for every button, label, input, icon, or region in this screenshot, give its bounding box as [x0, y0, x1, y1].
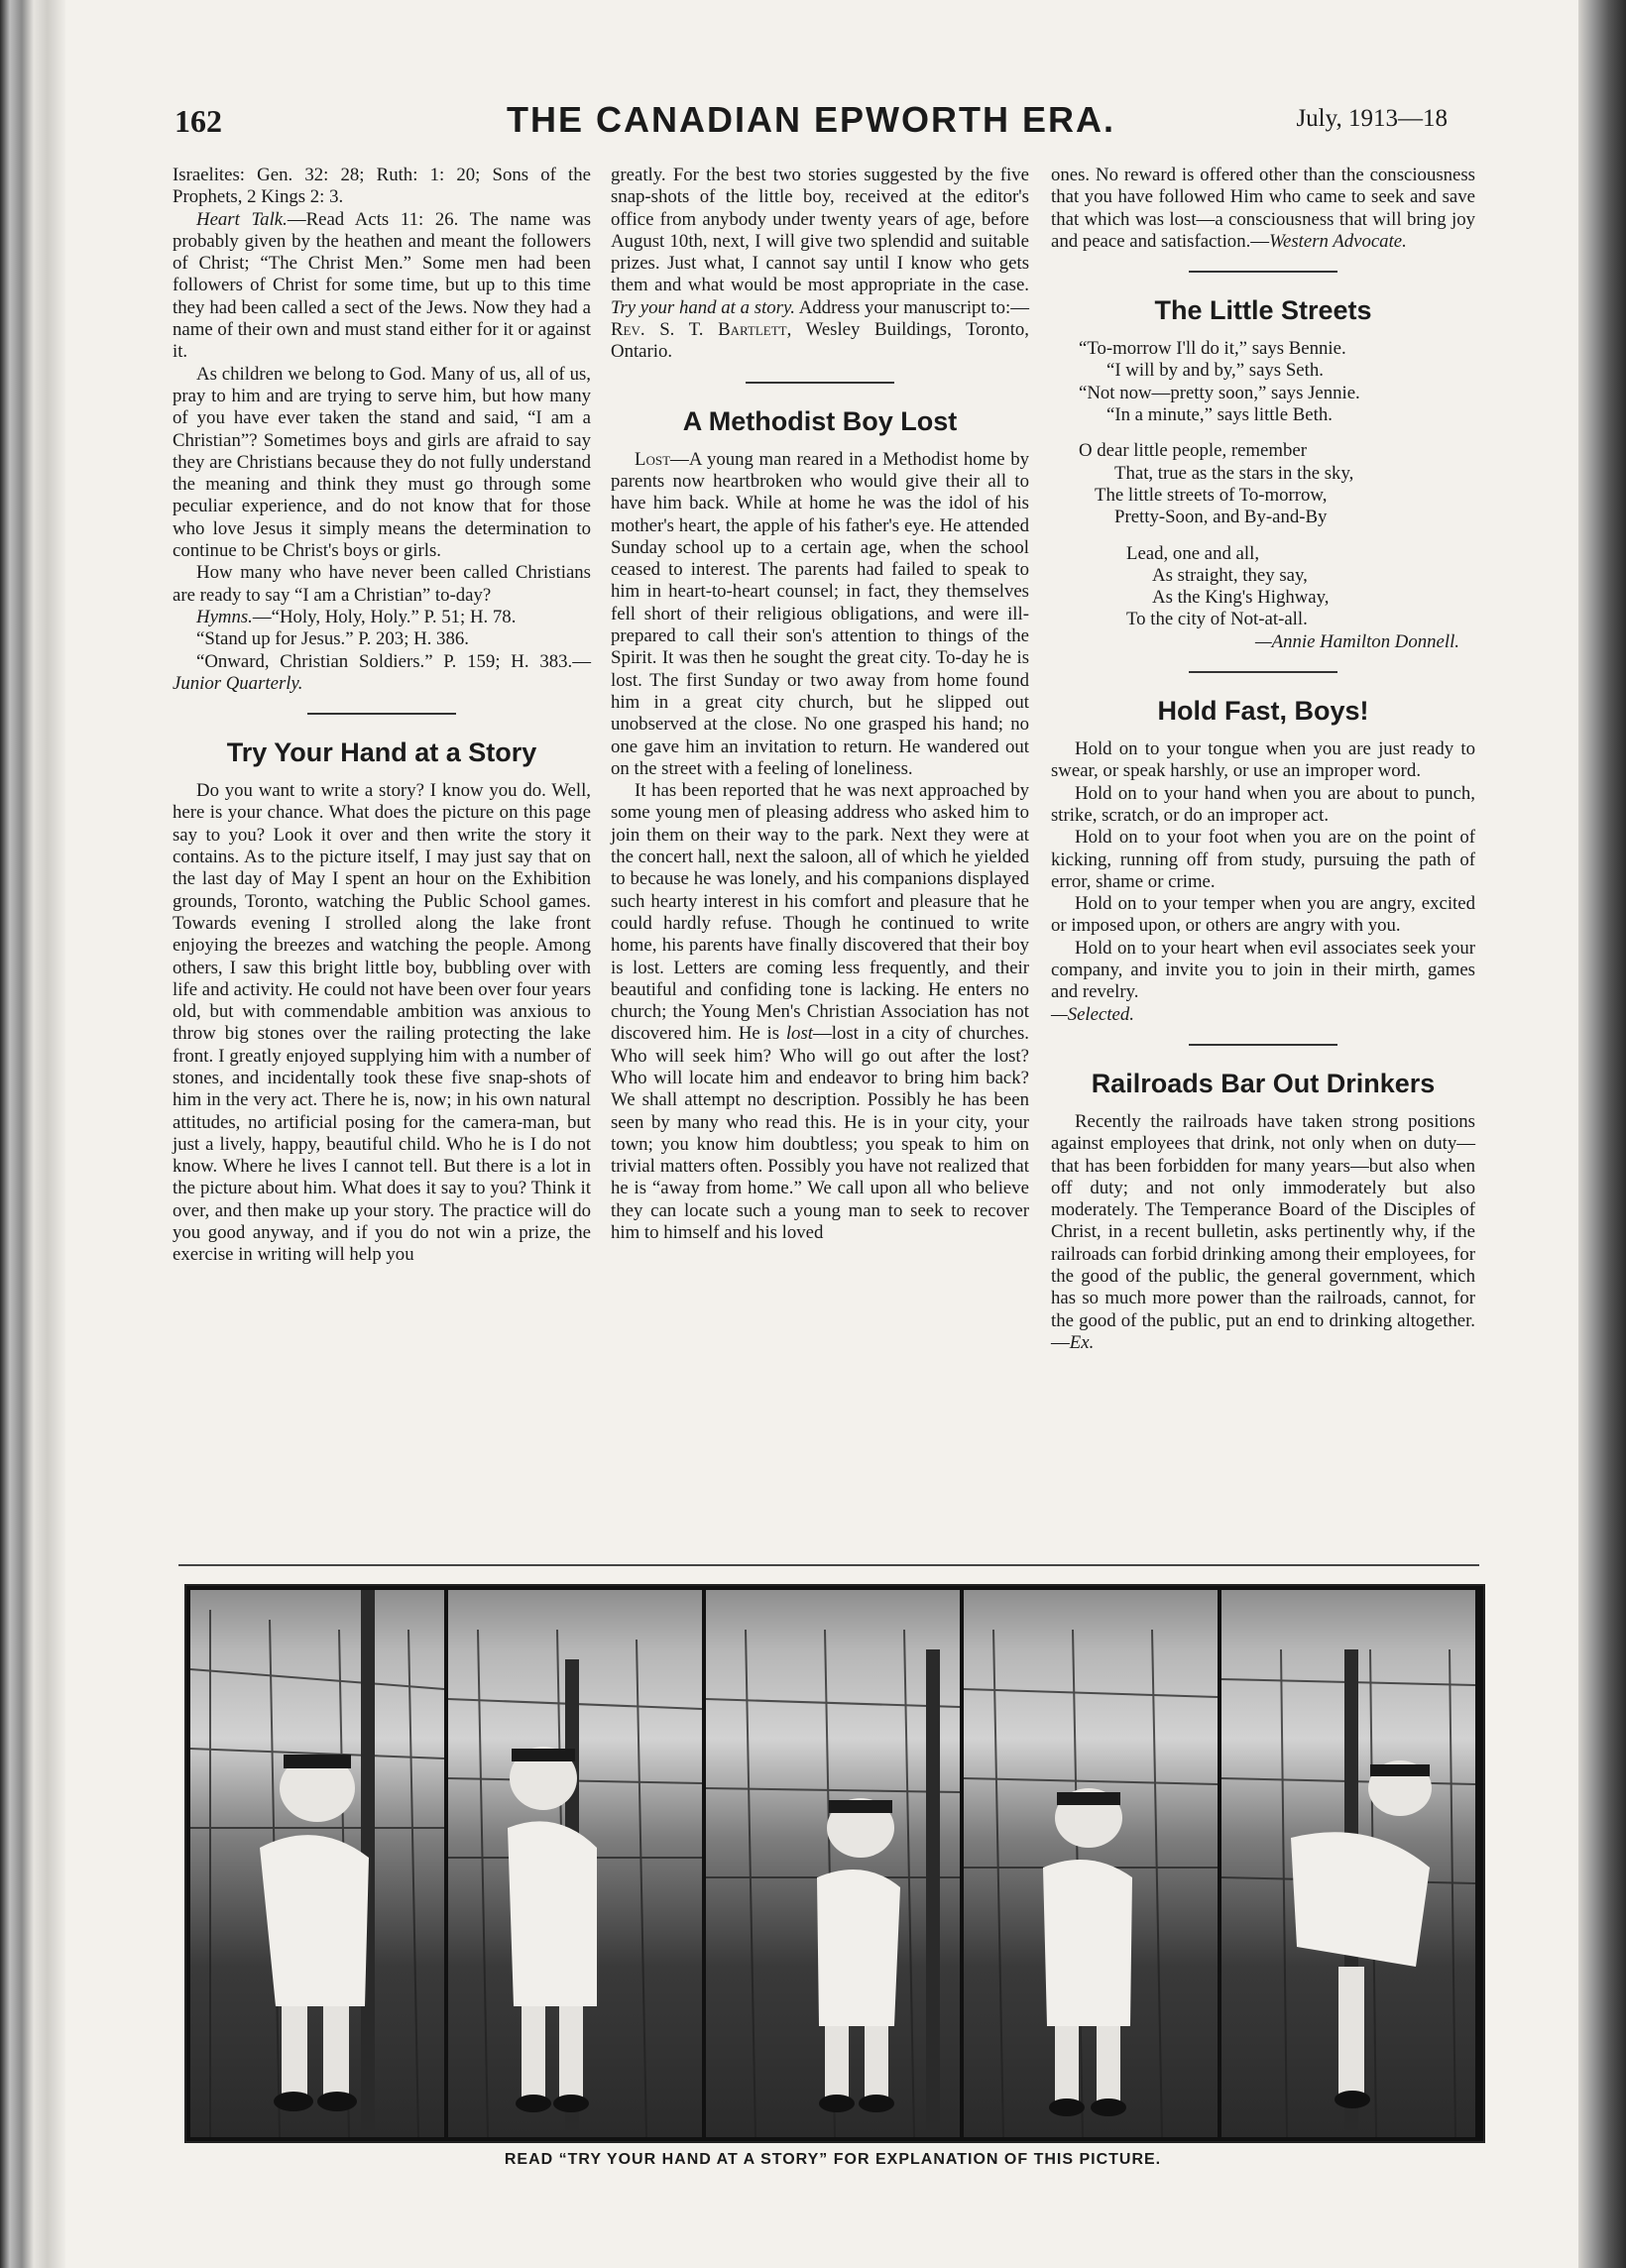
rail-heading: Railroads Bar Out Drinkers: [1091, 1068, 1436, 1098]
lost-cont-text: ones. No reward is offered other than the consciousness that you have followed Him who came to seek and save that which was lost—a consciousness that will bring joy and peace and satisfaction.—: [1051, 165, 1475, 252]
photo-divider: [178, 1564, 1479, 1566]
streets-heading: The Little Streets: [1154, 295, 1372, 326]
lost-source: Western Advocate.: [1269, 230, 1407, 252]
column-3: [1051, 165, 1475, 1354]
story-paragraph: Do you want to write a story? I know you do. Well, here is your chance. What does the picture on this page say to you? Look it over and then write the story it contains. As to the picture itself, I may just say that on the last day of May I spent an hour on the Exhibition grounds, Toronto, watching the Public School games. Towards evening I strolled along the lake front enjoying the breezes and watching the people. Among others, I saw this bright little boy, bubbling over with life and activity. He could not have been over four years old, but with commendable ambition was anxious to throw big stones over the railing protecting the lake front. I greatly enjoyed supplying him with a number of stones, and incidentally took these five snap-shots of him in the very act. There he is, now; in his own natural attitudes, no artificial posing for the camera-man, but just a lively, happy, beautiful child. Who he is I do not know. Where he lives I cannot tell. But there is a lot in the picture about him. What does it say to you? Think it over, and then make up your story. The practice will do you good anyway, and if you do not win a prize, the exercise in writing will help you: [173, 780, 591, 1266]
poem-line: As the King's Highway,: [1152, 587, 1330, 609]
binding-edge-left: [0, 0, 65, 2268]
christians-paragraph: How many who have never been called Christians are ready to say “I am a Christian” to-day?: [173, 562, 591, 606]
section-divider: [1189, 671, 1337, 673]
hymn-3-text: “Onward, Christian Soldiers.” P. 159; H. 383.—: [196, 650, 591, 672]
heart-talk-label: Heart Talk.: [196, 208, 288, 230]
story-cont-address: Address your manuscript to:—: [798, 296, 1029, 318]
little-streets-poem: [1051, 338, 1475, 653]
story-cont-text: greatly. For the best two stories suggested by the five snap-shots of the little boy, received at the editor's office from anybody under twenty years of age, before August 10th, next, I will give two splendid and suitable prizes. Just what, I cannot say until I know who gets them and what would be most appropriate in the case.: [611, 165, 1029, 296]
hold-heading: Hold Fast, Boys!: [1157, 696, 1369, 727]
editor-name: Rev. S. T. Bartlett,: [611, 319, 792, 341]
snapshot-2: [448, 1590, 702, 2137]
page-number: 162: [174, 103, 222, 139]
lost-continued: [1051, 165, 1475, 253]
lost-heading: A Methodist Boy Lost: [682, 405, 958, 436]
hold-source-text: —Selected.: [1051, 1003, 1134, 1025]
magazine-title: THE CANADIAN EPWORTH ERA.: [507, 99, 1115, 140]
hold-paragraph: Hold on to your foot when you are on the point of kicking, running off from study, pursuing the path of error, shame or crime.: [1051, 827, 1475, 892]
lost-text-1: —A young man reared in a Methodist home by parents now heartbroken who would give their all to have him back. While at home he was the idol of his mother's heart, the apple of his father's eye. He attended Sunday school up to a certain age, when the school ceased to interest. The parents had failed to speak to him in heart-to-heart counsel; in fact, they themselves fell short of their religious obligations, and were ill-prepared to call their son's attention to things of the Spirit. It was then he sought the great city. To-day he is lost. The first Sunday or two away from home found him in a great city church, but he slipped out unobserved at the close. No one grasped his hand; no one gave him an invitation to return. He wandered out on the street with a feeling of loneliness.: [611, 448, 1029, 779]
poem-line: “To-morrow I'll do it,” says Bennie.: [1079, 338, 1346, 360]
children-paragraph: As children we belong to God. Many of us, all of us, pray to him and are trying to serve him, but how many of you have ever taken the stand and said, “I am a Christian”? Sometimes boys and girls are afraid to say they are Christians because they do not fully understand the meaning and think they must go through some peculiar experience, and do not know that for those who love Jesus it simply means the determination to continue to be Christ's boys or girls.: [173, 363, 591, 562]
page-header: [174, 99, 1448, 149]
story-heading: Try Your Hand at a Story: [226, 737, 537, 768]
rail-text: Recently the railroads have taken strong positions against employees that drink, not only when on duty—that has been forbidden for many years—but also when off duty; and not only immoderately but also moderately. The Temperance Board of the Disciples of Christ, in a recent bulletin, asks pertinently why, if the railroads can forbid drinking among their employees, for the good of the public, the general government, which has so much more power than the railroads, cannot, for the good of the public, put an end to drinking altogether.—: [1051, 1110, 1475, 1353]
poem-line: The little streets of To-morrow,: [1095, 484, 1328, 506]
binding-edge-right: [1578, 0, 1626, 2268]
poem-line: Lead, one and all,: [1126, 542, 1260, 564]
hymn-line-2: “Stand up for Jesus.” P. 203; H. 386.: [196, 628, 469, 650]
hold-paragraph: Hold on to your temper when you are angry, excited or imposed upon, or others are angry with you.: [1051, 893, 1475, 937]
section-divider: [1189, 1044, 1337, 1046]
hold-source: [1051, 1004, 1475, 1026]
lost-paragraph-1: [611, 449, 1029, 780]
story-cont-italic: Try your hand at a story.: [611, 296, 795, 318]
section-divider: [1189, 271, 1337, 273]
lost-text-italic: lost: [785, 1023, 813, 1045]
heart-talk-text: —Read Acts 11: 26. The name was probably given by the heathen and meant the followers of Christ; “The Christ Men.” Some men had been followers of Christ for some time, but up to this time they had been called a sect of the Jews. Now they had a name of their own and must stand either for it or against it.: [173, 208, 591, 363]
snapshot-1: [190, 1590, 444, 2137]
photo-caption: READ “TRY YOUR HAND AT A STORY” FOR EXPLANATION OF THIS PICTURE.: [504, 2151, 1162, 2168]
rail-source: Ex.: [1069, 1331, 1095, 1353]
section-divider: [746, 382, 894, 384]
section-divider: [307, 713, 456, 715]
lost-paragraph-2: [611, 780, 1029, 1244]
story-continued: [611, 165, 1029, 364]
heart-talk-paragraph: [173, 209, 591, 364]
editor-address: Wesley Buildings, Toronto, Ontario.: [611, 319, 1029, 363]
poem-attribution: —Annie Hamilton Donnell.: [1254, 630, 1459, 652]
column-2: [611, 165, 1029, 1244]
snapshot-4: [964, 1590, 1218, 2137]
hymns-text: —“Holy, Holy, Holy.” P. 51; H. 78.: [252, 606, 517, 627]
poem-line: To the city of Not-at-all.: [1126, 609, 1308, 630]
snapshot-strip: [184, 1584, 1485, 2143]
poem-line: Pretty-Soon, and By-and-By: [1114, 507, 1328, 528]
issue-date: July, 1913—18: [1296, 105, 1448, 132]
poem-line: O dear little people, remember: [1079, 440, 1307, 462]
poem-line: “I will by and by,” says Seth.: [1106, 360, 1324, 382]
snapshot-5: [1221, 1590, 1475, 2137]
lost-text-2b: —lost in a city of churches. Who will seek him? Who will go out after the lost? Who will locate him and endeavor to bring him back? We shall attempt no description. Possibly he has been seen by many who read this. He is in your city, your town; you know him doubtless; you speak to him on trivial matters often. Possibly you have not realized that he is “away from home.” We call upon all who believe they can locate such a young man to seek to recover him to himself and his loved: [611, 1023, 1030, 1244]
hold-paragraph: Hold on to your heart when evil associates seek your company, and invite you to join in their mirth, games and revelry.: [1051, 937, 1475, 1003]
intro-paragraph: Israelites: Gen. 32: 28; Ruth: 1: 20; Sons of the Prophets, 2 Kings 2: 3.: [173, 165, 591, 208]
rail-paragraph: [1051, 1111, 1475, 1354]
poem-line: That, true as the stars in the sky,: [1114, 462, 1354, 484]
snapshot-3: [706, 1590, 960, 2137]
hold-paragraph: Hold on to your tongue when you are just ready to swear, or speak harshly, or use an improper word.: [1051, 738, 1475, 782]
poem-line: “Not now—pretty soon,” says Jennie.: [1079, 382, 1360, 403]
hymns-line: [173, 607, 591, 628]
poem-line: “In a minute,” says little Beth.: [1106, 404, 1333, 426]
hymn-3-source: Junior Quarterly.: [173, 672, 303, 694]
hymns-label: Hymns.: [196, 606, 253, 627]
poem-line: As straight, they say,: [1152, 564, 1308, 586]
hold-paragraph: Hold on to your hand when you are about to punch, strike, scratch, or do an improper act.: [1051, 782, 1475, 826]
lost-label: Lost: [635, 448, 671, 470]
lost-text-2a: It has been reported that he was next approached by some young men of pleasing address who asked him to join them on their way to the park. Next they were at the concert hall, next the saloon, all of which he yielded to because he was lonely, and his companions displayed such hearty interest in his comfort and pleasure that he could hardly refuse. Though he continued to write home, his parents have finally discovered that their boy is lost. Letters are coming less frequently, and their beautiful and confiding tone is lacking. He enters no church; the Young Men's Christian Association has not discovered him. He is: [611, 780, 1029, 1045]
hymn-line-3: [173, 651, 591, 696]
column-1: [173, 165, 591, 1267]
